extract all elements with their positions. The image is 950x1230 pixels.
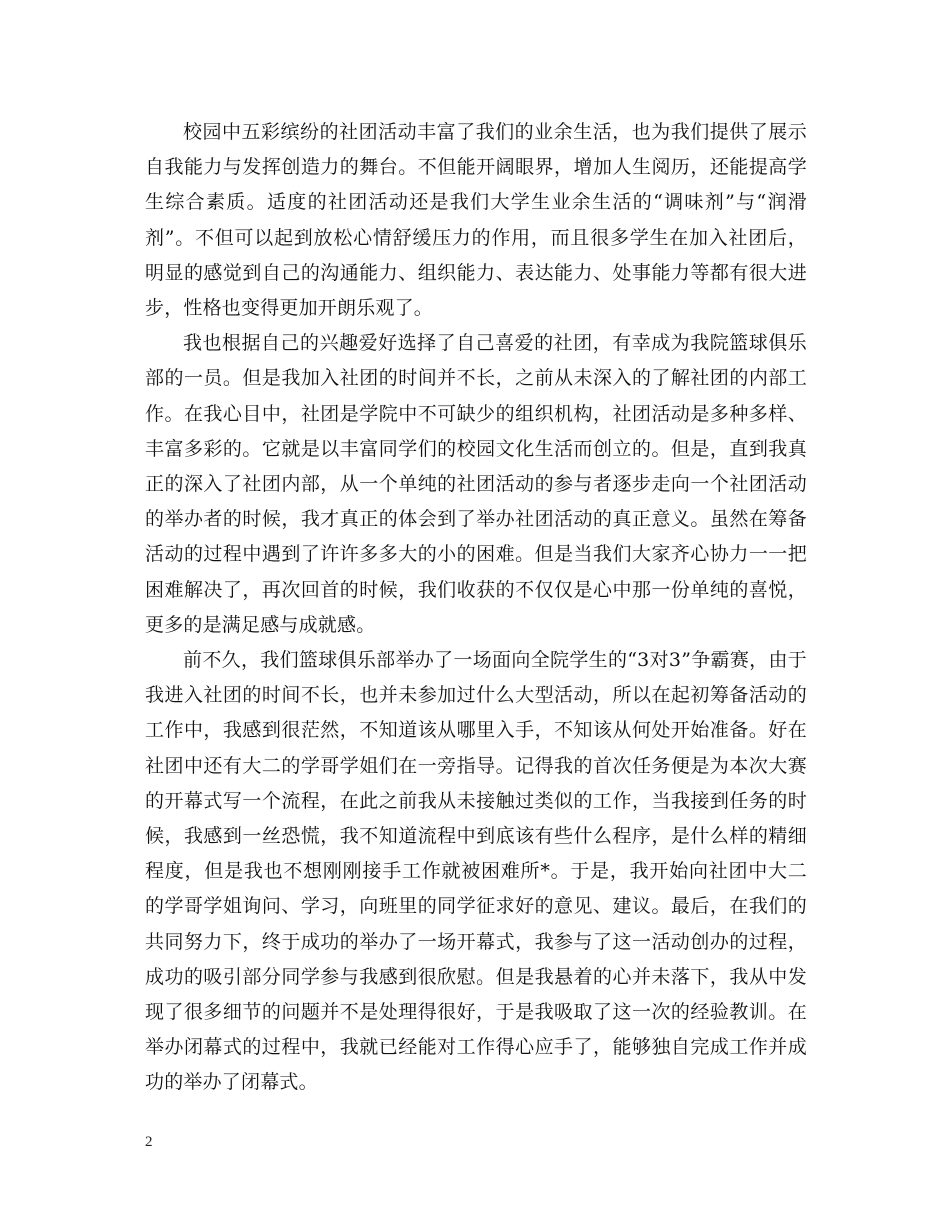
paragraph-club-benefits: 校园中五彩缤纷的社团活动丰富了我们的业余生活，也为我们提供了展示自我能力与发挥创造力的舞台。不但能开阔眼界，增加人生阅历，还能提高学生综合素质。适度的社团活动还是我们大学生业余生活的“调味剂”与“润滑剂”。不但可以起到放松心情舒缓压力的作用，而且很多学生在加入社团后，明显的感觉到自己的沟通能力、组织能力、表达能力、处事能力等都有很大进步，性格也变得更加开朗乐观了。 [145, 121, 807, 320]
page-number: 2 [145, 1134, 153, 1150]
paragraph-joining-club: 我也根据自己的兴趣爱好选择了自己喜爱的社团，有幸成为我院篮球俱乐部的一员。但是我加入社团的时间并不长，之前从未深入的了解社团的内部工作。在我心目中，社团是学院中不可缺少的组织机构，社团活动是多种多样、丰富多彩的。它就是以丰富同学们的校园文化生活而创立的。但是，直到我真正的深入了社团内部，从一个单纯的社团活动的参与者逐步走向一个社团活动的举办者的时候，我才真正的体会到了举办社团活动的真正意义。虽然在筹备活动的过程中遇到了许许多多大的小的困难。但是当我们大家齐心协力一一把困难解决了，再次回首的时候，我们收获的不仅仅是心中那一份单纯的喜悦，更多的是满足感与成就感。 [145, 332, 807, 636]
paragraph-basketball-event: 前不久，我们篮球俱乐部举办了一场面向全院学生的“3对3”争霸赛，由于我进入社团的时间不长，也并未参加过什么大型活动，所以在起初筹备活动的工作中，我感到很茫然，不知道该从哪里入手，不知该从何处开始准备。好在社团中还有大二的学哥学姐们在一旁指导。记得我的首次任务便是为本次大赛的开幕式写一个流程，在此之前我从未接触过类似的工作，当我接到任务的时候，我感到一丝恐慌，我不知道流程中到底该有些什么程序，是什么样的精细程度，但是我也不想刚刚接手工作就被困难所*。于是，我开始向社团中大二的学哥学姐询问、学习，向班里的同学征求好的意见、建议。最后，在我们的共同努力下，终于成功的举办了一场开幕式，我参与了这一活动创办的过程，成功的吸引部分同学参与我感到很欣慰。但是我悬着的心并未落下，我从中发现了很多细节的问题并不是处理得很好，于是我吸取了这一次的经验教训。在举办闭幕式的过程中，我就已经能对工作得心应手了，能够独自完成工作并成功的举办了闭幕式。 [145, 649, 807, 1094]
body-text [145, 115, 807, 1101]
